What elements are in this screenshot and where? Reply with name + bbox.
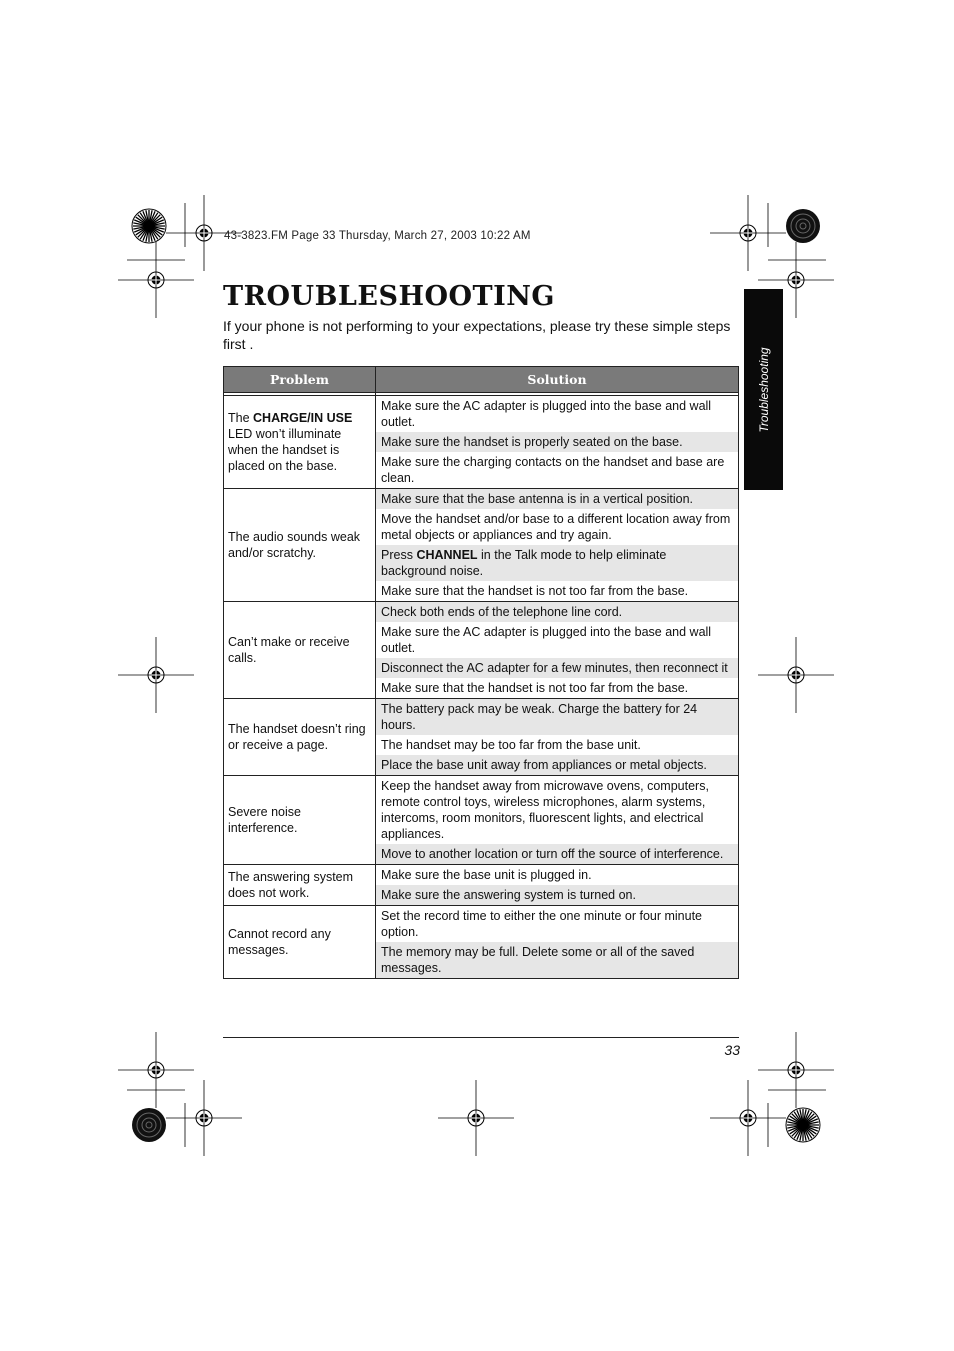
table-row (224, 699, 739, 736)
table-row (224, 489, 739, 510)
problem-cell: Severe noise interference. (224, 776, 376, 865)
solution-cell: Make sure that the handset is not too far from the base. (376, 678, 739, 699)
problem-cell: The audio sounds weak and/or scratchy. (224, 489, 376, 602)
solution-cell: The handset may be too far from the base unit. (376, 735, 739, 755)
solution-cell (376, 545, 739, 581)
problem-column-header: Problem (224, 367, 376, 393)
solution-cell: Make sure that the handset is not too far from the base. (376, 581, 739, 602)
table-row (224, 865, 739, 886)
solution-cell: Set the record time to either the one minute or four minute option. (376, 906, 739, 943)
solution-cell: The battery pack may be weak. Charge the battery for 24 hours. (376, 699, 739, 736)
problem-cell: Cannot record any messages. (224, 906, 376, 979)
solution-cell: Make sure the base unit is plugged in. (376, 865, 739, 886)
table-row (224, 906, 739, 943)
section-side-tab (744, 289, 783, 490)
solution-cell: Make sure the AC adapter is plugged into the base and wall outlet. (376, 396, 739, 433)
solution-text: Press (381, 548, 417, 562)
solution-cell: Make sure the charging contacts on the handset and base are clean. (376, 452, 739, 489)
solution-text: in the Talk mode to help eliminate background noise. (381, 548, 667, 578)
solution-cell: Check both ends of the telephone line cord. (376, 602, 739, 623)
solution-cell: Move the handset and/or base to a different location away from metal objects or appliances and try again. (376, 509, 739, 545)
solution-cell: Move to another location or turn off the source of interference. (376, 844, 739, 865)
problem-text: The (228, 411, 254, 425)
table-row (224, 776, 739, 845)
table-row (224, 396, 739, 433)
solution-cell: Make sure the answering system is turned on. (376, 885, 739, 906)
solution-cell: Place the base unit away from appliances or metal objects. (376, 755, 739, 776)
problem-cell (224, 396, 376, 489)
problem-cell: Can’t make or receive calls. (224, 602, 376, 699)
solution-cell: Keep the handset away from microwave ovens, computers, remote control toys, wireless microphones, alarm systems, intercoms, room monitors, fluorescent lights, and electrical appliances. (376, 776, 739, 845)
solution-cell: Make sure the handset is properly seated on the base. (376, 432, 739, 452)
solution-cell: Make sure the AC adapter is plugged into the base and wall outlet. (376, 622, 739, 658)
footer-rule (223, 1037, 739, 1038)
solution-cell: Disconnect the AC adapter for a few minutes, then reconnect it (376, 658, 739, 678)
page-title: TROUBLESHOOTING (223, 281, 555, 312)
intro-text: If your phone is not performing to your expectations, please try these simple steps first . (223, 318, 731, 352)
solution-column-header: Solution (376, 367, 739, 393)
table-header-row (224, 367, 739, 393)
problem-text: LED won’t illuminate when the handset is placed on the base. (228, 427, 342, 473)
troubleshooting-table-body (224, 393, 739, 979)
problem-cell: The answering system does not work. (224, 865, 376, 906)
troubleshooting-table (223, 366, 739, 979)
file-info-header: 43-3823.FM Page 33 Thursday, March 27, 2003 10:22 AM (224, 230, 531, 242)
page-number: 33 (724, 1042, 740, 1058)
problem-cell: The handset doesn’t ring or receive a page. (224, 699, 376, 776)
led-name: CHARGE/IN USE (253, 411, 353, 425)
table-row (224, 602, 739, 623)
button-name: CHANNEL (416, 548, 478, 562)
solution-cell: The memory may be full. Delete some or all of the saved messages. (376, 942, 739, 979)
solution-cell: Make sure that the base antenna is in a vertical position. (376, 489, 739, 510)
side-tab-label: Troubleshooting (756, 346, 771, 433)
